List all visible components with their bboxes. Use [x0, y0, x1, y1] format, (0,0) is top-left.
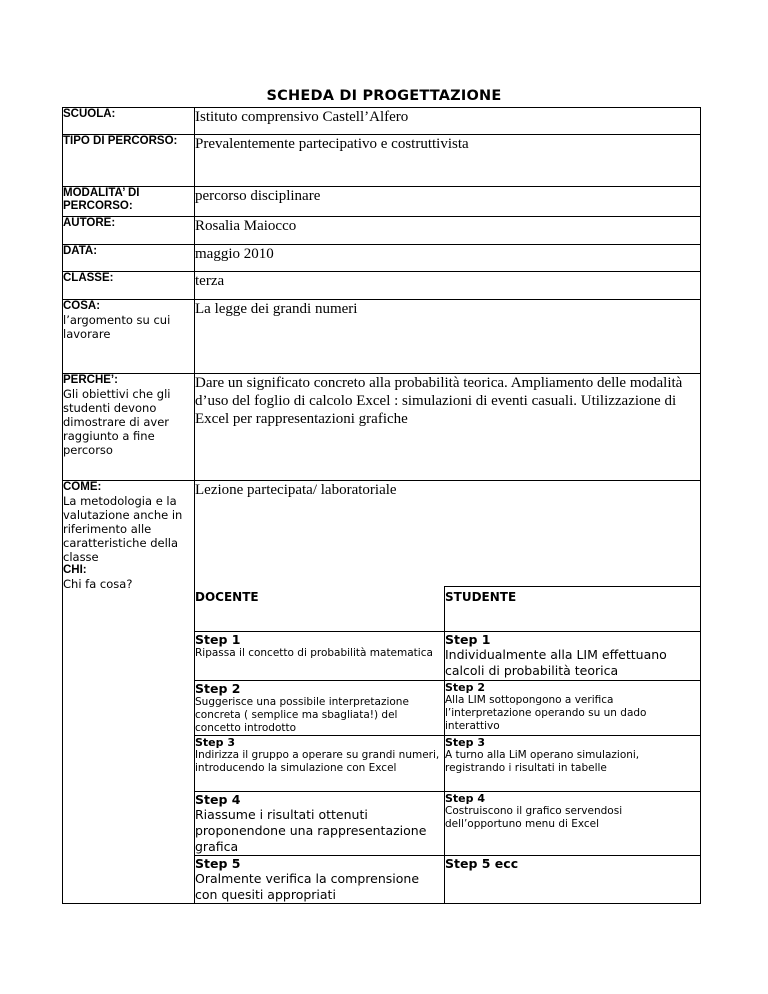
studente-step-text: A turno alla LiM operano simulazioni, registrando i risultati in tabelle — [445, 749, 640, 774]
value-come: Lezione partecipata/ laboratoriale — [195, 482, 397, 498]
row-data — [63, 245, 701, 272]
value-perche: Dare un significato concreto alla probabilità teorica. Ampliamento delle modalità d’uso del foglio di calcolo Excel : simulazioni di eventi casuali. Utilizzazione di Excel per rappresentazioni grafiche — [195, 375, 683, 427]
value-data: maggio 2010 — [195, 246, 274, 262]
row-scuola — [63, 108, 701, 135]
docente-step-text: Oralmente verifica la comprensione con quesiti appropriati — [195, 871, 420, 902]
studente-step-label: Step 4 — [445, 792, 485, 805]
row-come — [63, 481, 701, 587]
value-modalita: percorso disciplinare — [195, 188, 321, 204]
row-tipo — [63, 135, 701, 187]
studente-step-text: Costruiscono il grafico servendosi dell’opportuno menu di Excel — [445, 805, 623, 830]
docente-step-label: Step 3 — [195, 736, 235, 749]
docente-step-text: Ripassa il concetto di probabilità matematica — [195, 647, 433, 659]
studente-step-label: Step 2 — [445, 681, 485, 694]
docente-step-text: Riassume i risultati ottenuti proponendone una rappresentazione grafica — [195, 807, 427, 854]
value-cosa: La legge dei grandi numeri — [195, 301, 358, 317]
label-autore: AUTORE: — [63, 217, 116, 229]
docente-step-text: Suggerisce una possibile interpretazione concreta ( semplice ma sbagliata!) del concetto introdotto — [195, 696, 409, 734]
studente-step-text: Individualmente alla LIM effettuano calcoli di probabilità teorica — [445, 647, 667, 678]
label-modalita: MODALITA’ DI PERCORSO: — [63, 187, 140, 212]
value-classe: terza — [195, 273, 225, 289]
row-classe — [63, 272, 701, 300]
sublabel-chi: Chi fa cosa? — [63, 577, 133, 591]
row-autore — [63, 217, 701, 245]
label-scuola: SCUOLA: — [63, 108, 116, 120]
column-header-docente: DOCENTE — [195, 589, 259, 604]
studente-step-label: Step 3 — [445, 736, 485, 749]
sublabel-come: La metodologia e la valutazione anche in riferimento alle caratteristiche della classe — [63, 494, 183, 564]
value-scuola: Istituto comprensivo Castell’Alfero — [195, 109, 409, 125]
row-cosa — [63, 300, 701, 374]
column-header-studente: STUDENTE — [445, 590, 517, 604]
docente-step-label: Step 5 — [195, 856, 241, 871]
value-tipo: Prevalentemente partecipativo e costruttivista — [195, 136, 469, 152]
design-sheet-table — [62, 107, 701, 904]
label-come: COME: — [63, 481, 102, 493]
docente-step-label: Step 4 — [195, 792, 241, 807]
label-chi: CHI: — [63, 564, 87, 576]
studente-step-label: Step 1 — [445, 632, 491, 647]
label-perche: PERCHE’: — [63, 374, 118, 386]
label-tipo: TIPO DI PERCORSO: — [63, 135, 178, 147]
docente-step-label: Step 2 — [195, 681, 241, 696]
value-autore: Rosalia Maiocco — [195, 218, 297, 234]
studente-step-text: Alla LIM sottopongono a verifica l’interpretazione operando su un dado interattivo — [445, 694, 647, 732]
label-cosa: COSA: — [63, 300, 101, 312]
sublabel-perche: Gli obiettivi che gli studenti devono dimostrare di aver raggiunto a fine percorso — [63, 387, 171, 457]
docente-step-label: Step 1 — [195, 632, 241, 647]
docente-step-text: Indirizza il gruppo a operare su grandi numeri, introducendo la simulazione con Excel — [195, 749, 440, 774]
label-classe: CLASSE: — [63, 272, 114, 284]
row-perche — [63, 374, 701, 481]
studente-step-label: Step 5 ecc — [445, 856, 519, 871]
document-title: SCHEDA DI PROGETTAZIONE — [266, 88, 502, 104]
label-data: DATA: — [63, 245, 98, 257]
sublabel-cosa: l’argomento su cui lavorare — [63, 313, 171, 341]
row-modalita — [63, 187, 701, 217]
